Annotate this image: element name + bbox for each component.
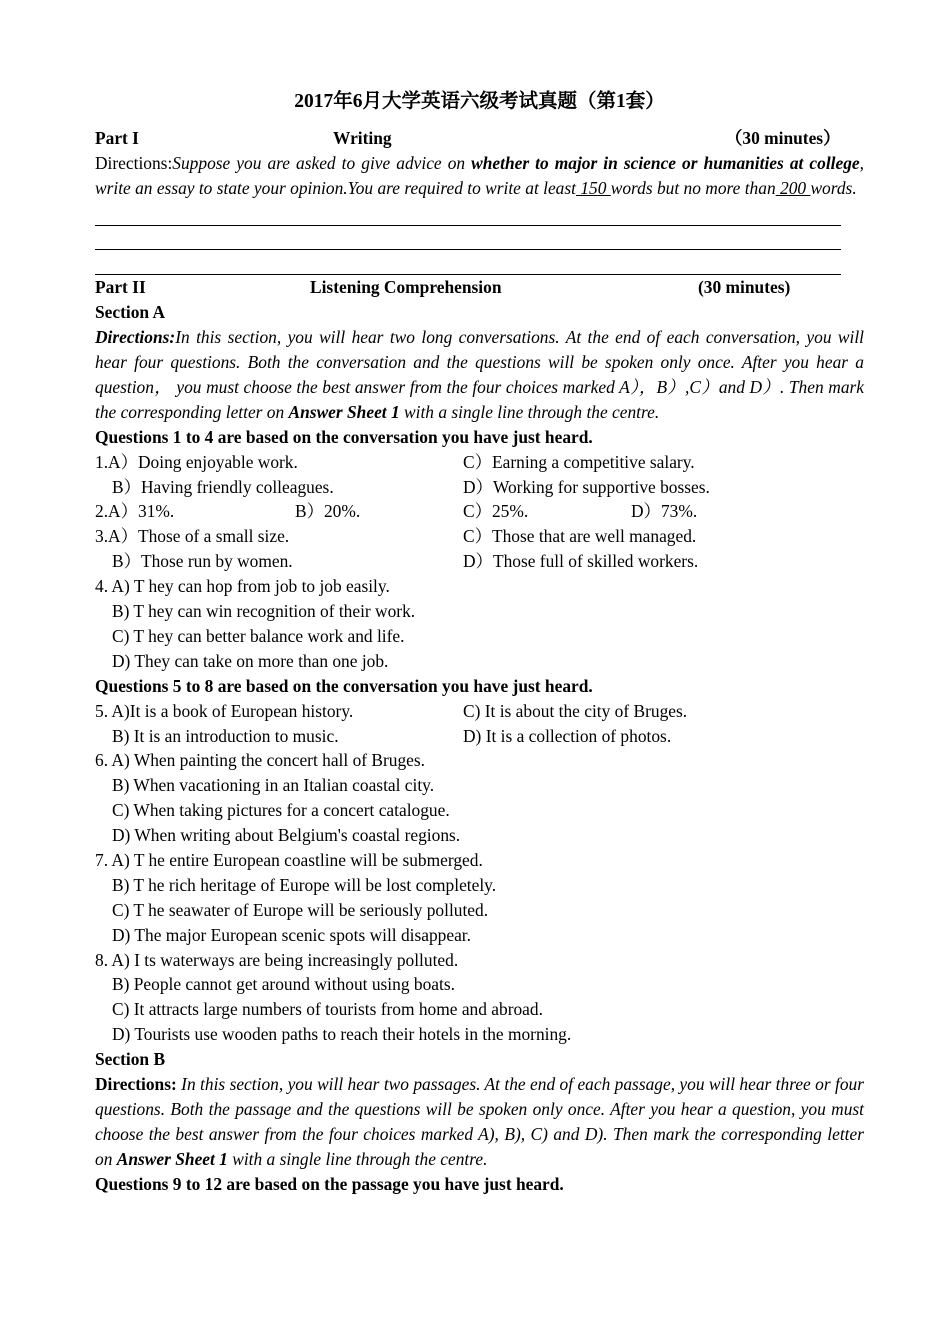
option: C）25%.: [463, 501, 529, 522]
question-row: [95, 524, 864, 549]
part2-name: Listening Comprehension: [310, 277, 502, 298]
question-row: [95, 475, 864, 500]
option: B）Having friendly colleagues.: [112, 476, 334, 497]
option: D）Those full of skilled workers.: [463, 551, 699, 572]
directions-label: Directions:: [95, 152, 173, 173]
option: D）Working for supportive bosses.: [463, 476, 710, 497]
part2-header: [95, 275, 864, 300]
question-row: 7. A) T he entire European coastline will be submerged.: [95, 849, 483, 870]
option: D) It is a collection of photos.: [463, 725, 672, 746]
section-a-heading: Section A: [95, 302, 166, 323]
question-row: [95, 450, 864, 475]
question-row: [95, 549, 864, 574]
option: 2.A）31%.: [95, 501, 175, 522]
essay-topic: whether to major in science or humanities at college: [471, 152, 860, 173]
part2-label: Part II: [95, 277, 146, 298]
writing-line: [95, 201, 841, 226]
option: B) It is an introduction to music.: [112, 725, 339, 746]
question-group-heading: Questions 5 to 8 are based on the conversation you have just heard.: [95, 675, 593, 696]
min-words: 150: [575, 177, 611, 198]
option: 5. A)It is a book of European history.: [95, 700, 354, 721]
question-row: D) The major European scenic spots will disappear.: [112, 924, 471, 945]
question-row: D) They can take on more than one job.: [112, 650, 389, 671]
option: C）Those that are well managed.: [463, 526, 697, 547]
question-row: B) When vacationing in an Italian coastal city.: [112, 775, 435, 796]
page-title: 2017年6月大学英语六级考试真题（第1套）: [294, 91, 665, 112]
option: B）Those run by women.: [112, 551, 293, 572]
option: 1.A）Doing enjoyable work.: [95, 451, 298, 472]
option: 3.A）Those of a small size.: [95, 526, 290, 547]
question-row: B) T he rich heritage of Europe will be lost completely.: [112, 874, 497, 895]
question-row: C) T hey can better balance work and life.: [112, 625, 405, 646]
section-a-directions: Directions:In this section, you will hear two long conversations. At the end of each conversation, you will hear four questions. Both the conversation and the questions will be spoken only once. After you hear a question， you must choose the best answer from the four choices marked A），B）,C）and D）. Then mark the corresponding letter on Answer Sheet 1 with a single line through the centre.: [95, 327, 864, 422]
question-row: [95, 724, 864, 749]
question-row: C) It attracts large numbers of tourists from home and abroad.: [112, 999, 543, 1020]
option: C) It is about the city of Bruges.: [463, 700, 688, 721]
question-row: [95, 499, 864, 524]
part1-header: [95, 126, 864, 151]
part1-name: Writing: [333, 128, 392, 148]
question-row: 8. A) I ts waterways are being increasingly polluted.: [95, 949, 459, 970]
question-row: C) T he seawater of Europe will be seriously polluted.: [112, 899, 489, 920]
section-b-heading: Section B: [95, 1049, 166, 1070]
part1-directions: Directions:Suppose you are asked to give advice on whether to major in science or humanities at college, write an essay to state your opinion.You are required to write at least 150 words but no more than 200 words.: [95, 152, 864, 198]
option: C）Earning a competitive salary.: [463, 451, 695, 472]
question-row: 6. A) When painting the concert hall of Bruges.: [95, 750, 426, 771]
question-row: D) Tourists use wooden paths to reach their hotels in the morning.: [112, 1024, 572, 1045]
section-b-directions: Directions: In this section, you will hear two passages. At the end of each passage, you will hear three or four questions. Both the passage and the questions will be spoken only once. After you hear a question, you must choose the best answer from the four choices marked A), B), C) and D). Then mark the corresponding letter on Answer Sheet 1 with a single line through the centre.: [95, 1074, 864, 1169]
part1-label: Part I: [95, 128, 139, 148]
writing-line: [95, 226, 841, 251]
part2-time: (30 minutes): [698, 277, 791, 298]
question-row: B) People cannot get around without using boats.: [112, 974, 455, 995]
question-row: C) When taking pictures for a concert catalogue.: [112, 800, 450, 821]
question-row: B) T hey can win recognition of their work.: [112, 601, 416, 622]
max-words: 200: [775, 177, 811, 198]
question-row: D) When writing about Belgium's coastal regions.: [112, 825, 461, 846]
option: D）73%.: [631, 501, 698, 522]
question-group-heading: Questions 9 to 12 are based on the passage you have just heard.: [95, 1173, 564, 1194]
option: B）20%.: [295, 501, 361, 522]
question-group-heading: Questions 1 to 4 are based on the conversation you have just heard.: [95, 426, 593, 447]
writing-line: [95, 250, 841, 275]
question-row: 4. A) T hey can hop from job to job easily.: [95, 576, 390, 597]
question-row: [95, 699, 864, 724]
part1-time: （30 minutes）: [725, 128, 841, 148]
